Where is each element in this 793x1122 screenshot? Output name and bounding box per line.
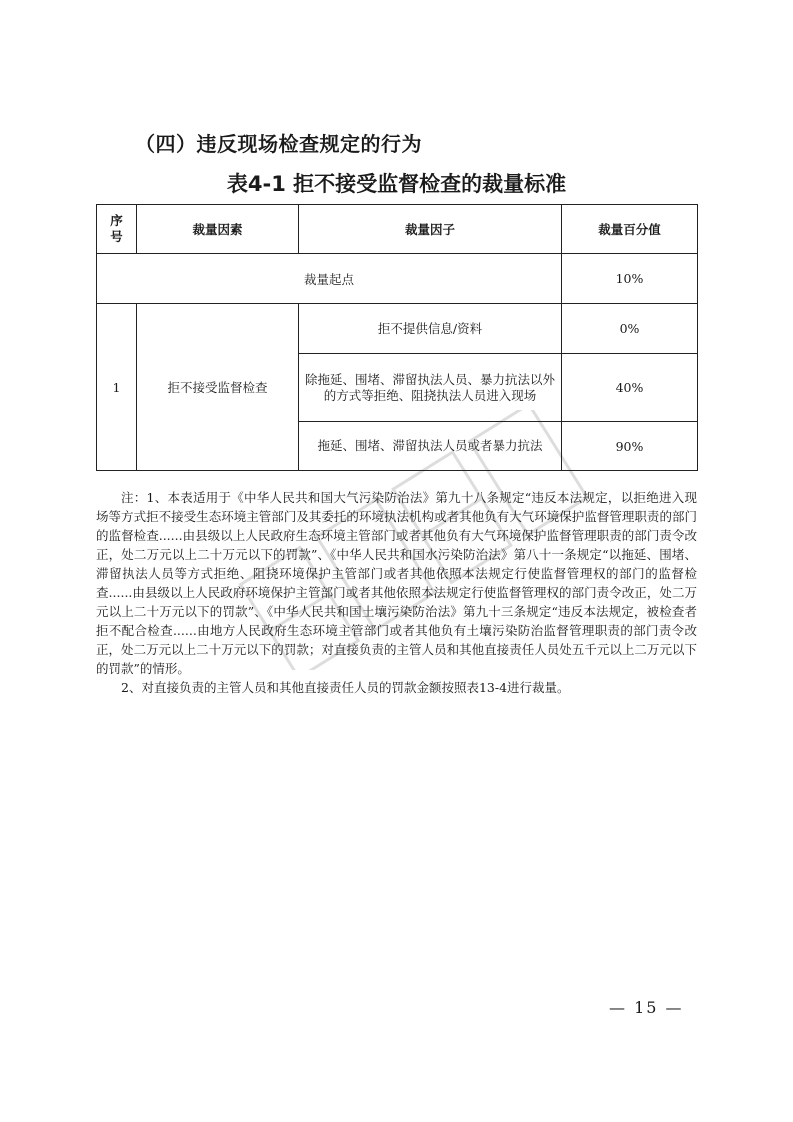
note-2: 2、对直接负责的主管人员和其他直接责任人员的罚款金额按照表13-4进行裁量。 bbox=[121, 680, 570, 695]
header-factor-element: 裁量因素 bbox=[137, 205, 299, 254]
factor-value: 90% bbox=[562, 422, 698, 471]
factor-value: 0% bbox=[562, 304, 698, 354]
factor-text: 拖延、围堵、滞留执法人员或者暴力抗法 bbox=[299, 422, 562, 471]
start-value: 10% bbox=[562, 254, 698, 304]
page-number: — 15 — bbox=[609, 998, 684, 1017]
factor-value: 40% bbox=[562, 354, 698, 422]
header-factor-detail: 裁量因子 bbox=[299, 205, 562, 254]
discretion-standard-table bbox=[96, 204, 698, 471]
factor-text: 拒不提供信息/资料 bbox=[299, 304, 562, 354]
factor-text: 除拖延、围堵、滞留执法人员、暴力抗法以外的方式等拒绝、阻挠执法人员进入现场 bbox=[299, 354, 562, 422]
row-element: 拒不接受监督检查 bbox=[137, 304, 299, 471]
start-label: 裁量起点 bbox=[97, 254, 562, 304]
notes bbox=[96, 488, 697, 697]
table-row bbox=[97, 304, 698, 354]
section-heading: （四）违反现场检查规定的行为 bbox=[135, 132, 422, 156]
note-1: 注：1、本表适用于《中华人民共和国大气污染防治法》第九十八条规定“违反本法规定，以拒绝进入现场等方式拒不接受生态环境主管部门及其委托的环境执法机构或者其他负有大气环境保护监督管理职责的部门的监督检查......由县级以上人民政府生态环境主管部门或者其他负有大气环境保护监督管理职责的部门责令改正，处二万元以上二十万元以下的罚款”、《中华人民共和国水污染防治法》第八十一条规定“以拖延、围堵、滞留执法人员等方式拒绝、阻挠环境保护主管部门或者其他依照本法规定行使监督管理权的部门的监督检查......由县级以上人民政府环境保护主管部门或者其他依照本法规定行使监督管理权的部门责令改正，处二万元以上二十万元以下的罚款”、《中华人民共和国土壤污染防治法》第九十三条规定“违反本法规定，被检查者拒不配合检查......由地方人民政府生态环境主管部门或者其他负有土壤污染防治监督管理职责的部门责令改正，处二万元以上二十万元以下的罚款；对直接负责的主管人员和其他直接责任人员处五千元以上二万元以下的罚款”的情形。 bbox=[96, 490, 697, 676]
table-caption: 表4-1 拒不接受监督检查的裁量标准 bbox=[226, 172, 567, 196]
header-seq: 序号 bbox=[97, 205, 137, 254]
table-header-row bbox=[97, 205, 698, 254]
row-seq: 1 bbox=[97, 304, 137, 471]
header-percent: 裁量百分值 bbox=[562, 205, 698, 254]
start-row bbox=[97, 254, 698, 304]
